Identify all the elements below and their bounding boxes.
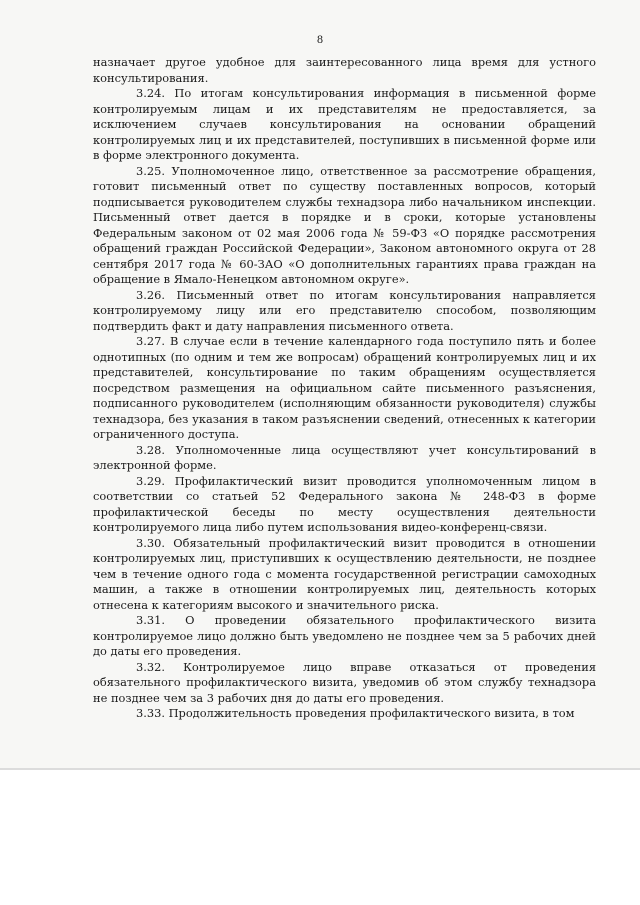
paragraph: 3.31. О проведении обязательного профилактического визита контролируемое лицо должно быть уведомлено не позднее чем за 5 рабочих дней до даты его проведения. [93, 613, 596, 658]
paragraph: назначает другое удобное для заинтересованного лица время для устного консультирования. [93, 55, 596, 85]
paragraph: 3.27. В случае если в течение календарного года поступило пять и более однотипных (по одним и тем же вопросам) обращений контролируемых лиц и их представителей, консультирование по таким обращениям осуществляется посредством размещения на официальном сайте письменного разъяснения, подписанного руководителем (исполняющим обязанности руководителя) службы технадзора, без указания в таком разъяснении сведений, отнесенных к категории ограниченного доступа. [93, 334, 596, 441]
paragraph: 3.28. Уполномоченные лица осуществляют учет консультирований в электронной форме. [93, 442, 596, 472]
paragraph: 3.24. По итогам консультирования информация в письменной форме контролируемым лицам и их представителям не предоставляется, за исключением случаев консультирования на основании обращений контролируемых лиц и их представителей, поступивших в письменной форме или в форме электронного документа. [93, 86, 596, 162]
paragraph: 3.33. Продолжительность проведения профилактического визита, в том [136, 706, 575, 720]
page-number: 8 [317, 32, 323, 46]
paragraph: 3.29. Профилактический визит проводится уполномоченным лицом в соответствии со статьей 52 Федерального закона № 248-ФЗ в форме профилактической беседы по месту осуществления деятельности контролируемого лица либо путем использования видео-конференц-связи. [93, 473, 596, 534]
document-body [93, 55, 596, 722]
page-edge-divider [0, 768, 640, 770]
paragraph: 3.26. Письменный ответ по итогам консультирования направляется контролируемому лицу или его представителю способом, позволяющим подтвердить факт и дату направления письменного ответа. [93, 287, 596, 333]
paragraph: 3.30. Обязательный профилактический визит проводится в отношении контролируемых лиц, приступивших к осуществлению деятельности, не позднее чем в течение одного года с момента государственной регистрации самоходных машин, а также в отношении контролируемых лиц, деятельность которых отнесена к категориям высокого и значительного риска. [93, 535, 596, 612]
paragraph: 3.25. Уполномоченное лицо, ответственное за рассмотрение обращения, готовит письменный ответ по существу поставленных вопросов, который подписывается руководителем службы технадзора либо начальником инспекции. Письменный ответ дается в порядке и в сроки, которые установлены Федеральным законом от 02 мая 2006 года № 59-ФЗ «О порядке рассмотрения обращений граждан Российской Федерации», Законом автономного округа от 28 сентября 2017 года № 60-ЗАО «О дополнительных гарантиях права граждан на обращение в Ямало-Ненецком автономном округе». [93, 163, 596, 286]
paragraph: 3.32. Контролируемое лицо вправе отказаться от проведения обязательного профилактического визита, уведомив об этом службу технадзора не позднее чем за 3 рабочих дня до даты его проведения. [93, 659, 596, 705]
